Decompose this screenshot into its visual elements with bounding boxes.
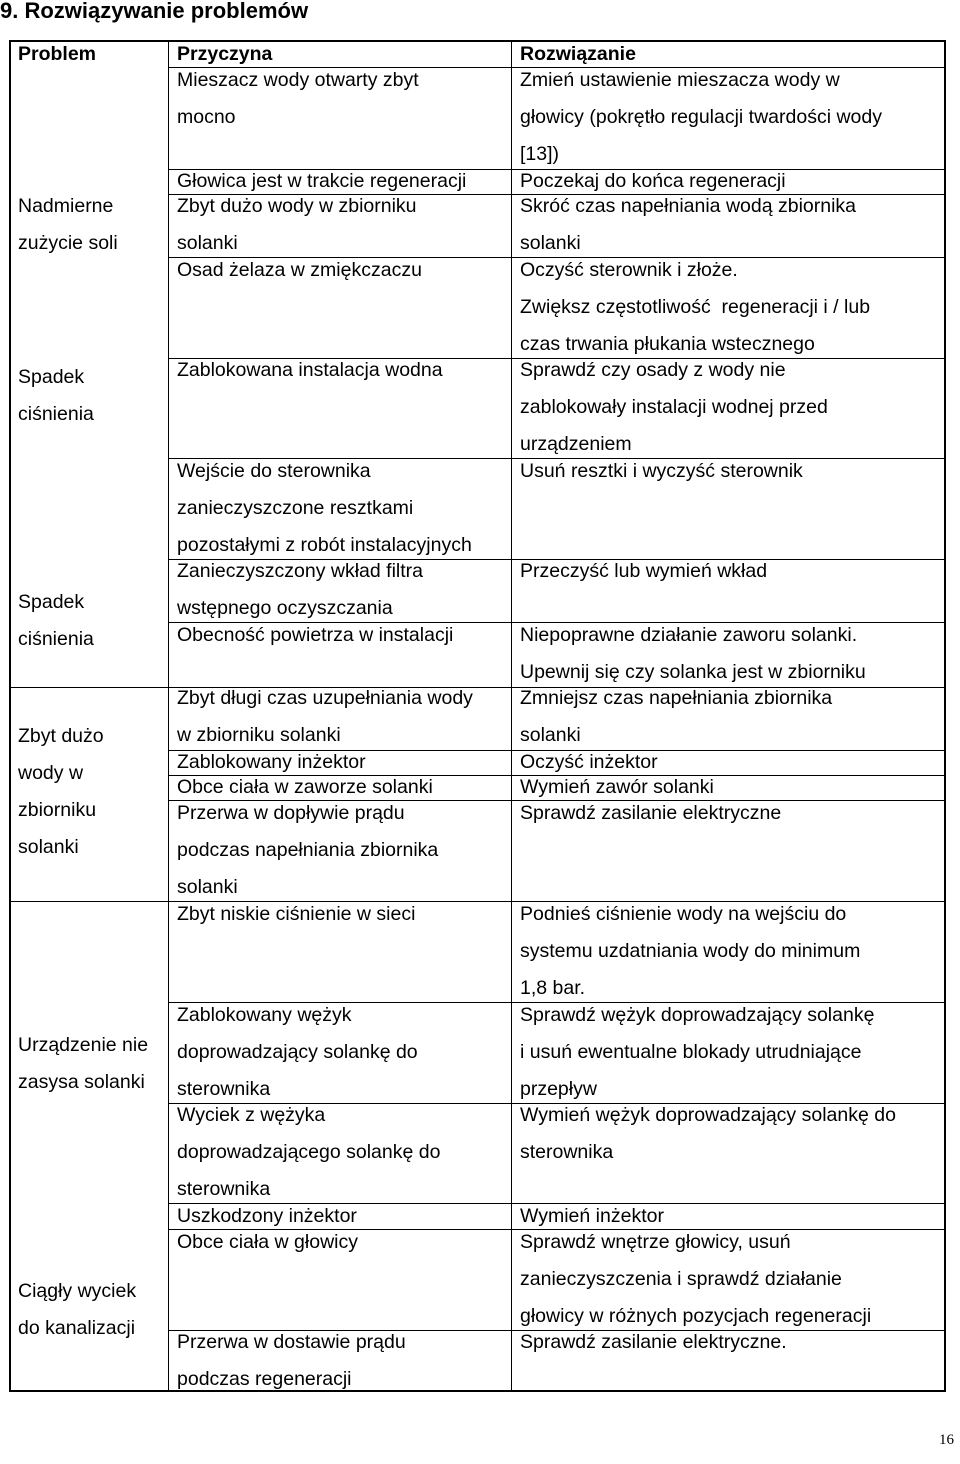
solution-cell: Przeczyść lub wymień wkład bbox=[520, 560, 768, 582]
problem-cell: Urządzenie nie zasysa solanki bbox=[18, 1034, 149, 1093]
solution-cell: Poczekaj do końca regeneracji bbox=[520, 170, 786, 192]
cause-cell: Przerwa w dostawie prądu podczas regeneracji bbox=[177, 1331, 406, 1390]
cause-cell: Zablokowana instalacja wodna bbox=[177, 359, 443, 381]
column-divider bbox=[168, 41, 169, 1391]
solution-cell: Wymień inżektor bbox=[520, 1205, 664, 1227]
solution-cell: Skróć czas napełniania wodą zbiornika solanki bbox=[520, 195, 857, 254]
solution-cell: Sprawdź zasilanie elektryczne. bbox=[520, 1331, 787, 1353]
cause-cell: Wyciek z wężyka doprowadzającego solankę do sterownika bbox=[177, 1104, 441, 1200]
solution-cell: Zmień ustawienie mieszacza wody w głowicy (pokrętło regulacji twardości wody [13]) bbox=[520, 69, 882, 165]
problem-cell: Zbyt dużo wody w zbiorniku solanki bbox=[18, 725, 104, 858]
solution-cell: Usuń resztki i wyczyść sterownik bbox=[520, 460, 803, 482]
page-number: 16 bbox=[939, 1432, 954, 1448]
solution-cell: Wymień wężyk doprowadzający solankę do sterownika bbox=[520, 1104, 896, 1163]
solution-cell: Sprawdź zasilanie elektryczne bbox=[520, 802, 782, 824]
cause-cell: Zablokowany wężyk doprowadzający solankę do sterownika bbox=[177, 1004, 418, 1100]
solution-cell: Oczyść inżektor bbox=[520, 751, 658, 773]
cause-cell: Głowica jest w trakcie regeneracji bbox=[177, 170, 467, 192]
column-divider bbox=[511, 41, 512, 1391]
cause-cell: Obecność powietrza w instalacji bbox=[177, 624, 454, 646]
solution-cell: Zmniejsz czas napełniania zbiornika solanki bbox=[520, 687, 833, 746]
solution-cell: Niepoprawne działanie zaworu solanki. Upewnij się czy solanka jest w zbiorniku bbox=[520, 624, 866, 683]
cause-cell: Zbyt długi czas uzupełniania wody w zbiorniku solanki bbox=[177, 687, 473, 746]
cause-cell: Przerwa w dopływie prądu podczas napełniania zbiornika solanki bbox=[177, 802, 439, 898]
column-header-cause: Przyczyna bbox=[177, 43, 273, 65]
solution-cell: Podnieś ciśnienie wody na wejściu do systemu uzdatniania wody do minimum 1,8 bar. bbox=[520, 903, 861, 999]
cause-cell: Mieszacz wody otwarty zbyt mocno bbox=[177, 69, 419, 128]
cause-cell: Zanieczyszczony wkład filtra wstępnego oczyszczania bbox=[177, 560, 423, 619]
cause-cell: Obce ciała w głowicy bbox=[177, 1231, 358, 1253]
solution-cell: Sprawdź wężyk doprowadzający solankę i usuń ewentualne blokady utrudniające przepływ bbox=[520, 1004, 875, 1100]
cause-cell: Osad żelaza w zmiękczaczu bbox=[177, 259, 422, 281]
problem-cell: Spadek ciśnienia bbox=[18, 366, 94, 425]
cause-cell: Obce ciała w zaworze solanki bbox=[177, 776, 433, 798]
cause-cell: Zbyt niskie ciśnienie w sieci bbox=[177, 903, 416, 925]
problem-cell: Ciągły wyciek do kanalizacji bbox=[18, 1280, 137, 1339]
solution-cell: Sprawdź wnętrze głowicy, usuń zanieczyszczenia i sprawdź działanie głowicy w różnych pozycjach regeneracji bbox=[520, 1231, 872, 1327]
solution-cell: Wymień zawór solanki bbox=[520, 776, 714, 798]
cause-cell: Wejście do sterownika zanieczyszczone resztkami pozostałymi z robót instalacyjnych bbox=[177, 460, 472, 556]
column-header-solution: Rozwiązanie bbox=[520, 43, 636, 65]
cause-cell: Uszkodzony inżektor bbox=[177, 1205, 357, 1227]
problem-cell: Spadek ciśnienia bbox=[18, 591, 94, 650]
column-header-problem: Problem bbox=[18, 43, 97, 65]
cause-cell: Zbyt dużo wody w zbiorniku solanki bbox=[177, 195, 417, 254]
solution-cell: Oczyść sterownik i złoże. Zwiększ częstotliwość regeneracji i / lub czas trwania płukania wstecznego bbox=[520, 259, 871, 355]
problem-cell: Nadmierne zużycie soli bbox=[18, 195, 118, 254]
cause-cell: Zablokowany inżektor bbox=[177, 751, 366, 773]
solution-cell: Sprawdź czy osady z wody nie zablokowały instalacji wodnej przed urządzeniem bbox=[520, 359, 828, 455]
section-heading: 9. Rozwiązywanie problemów bbox=[0, 0, 309, 23]
